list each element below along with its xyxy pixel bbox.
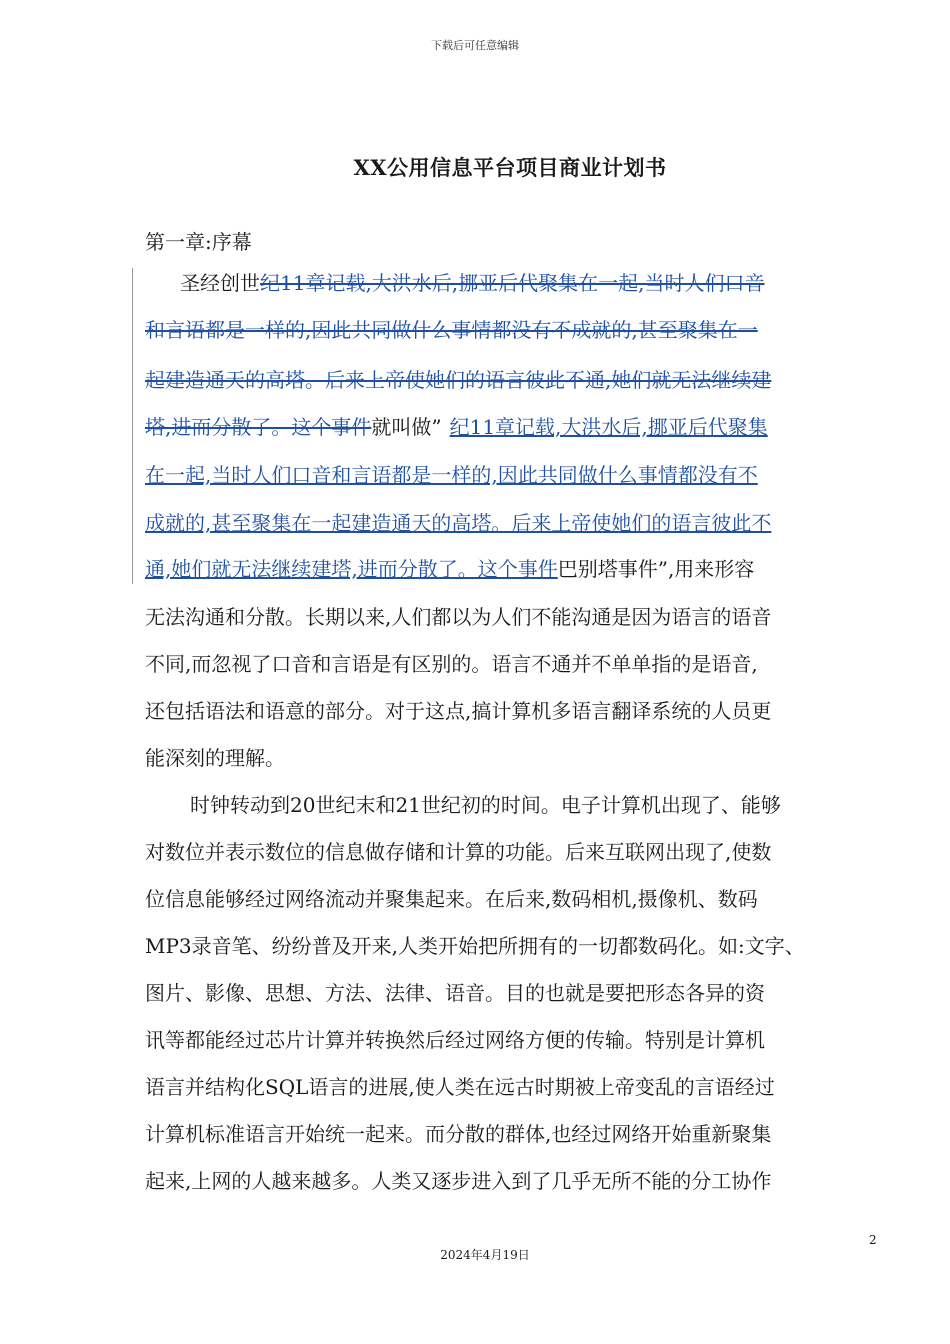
inserted-text: 通,她们就无法继续建塔,进而分散了。这个事件: [145, 557, 558, 581]
text-line: 能深刻的理解。: [145, 746, 285, 770]
text-line: [145, 413, 768, 441]
text-line: 时钟转动到20世纪末和21世纪初的时间。电子计算机出现了、能够: [190, 793, 781, 817]
text-line: 讯等都能经过芯片计算并转换然后经过网络方便的传输。特别是计算机: [145, 1028, 765, 1052]
text-line: [145, 555, 754, 583]
page-footer-date: 2024年4月19日: [440, 1248, 530, 1262]
text-line: [145, 461, 758, 489]
text-run: 就叫做”: [371, 415, 442, 439]
text-line: [180, 269, 765, 297]
text-line: 无法沟通和分散。长期以来,人们都以为人们不能沟通是因为语言的语音: [145, 605, 772, 629]
text-line: [145, 366, 771, 394]
deleted-text: 起建造通天的高塔。后来上帝使她们的语言彼此不通,她们就无法继续建: [145, 368, 772, 392]
page-number: 2: [869, 1233, 877, 1247]
deleted-text: 纪11章记载,大洪水后,挪亚后代聚集在一起,当时人们口音: [260, 271, 765, 295]
text-line: 位信息能够经过网络流动并聚集起来。在后来,数码相机,摄像机、数码: [145, 887, 758, 911]
text-line: 还包括语法和语意的部分。对于这点,搞计算机多语言翻译系统的人员更: [145, 699, 772, 723]
text-line: 计算机标准语言开始统一起来。而分散的群体,也经过网络开始重新聚集: [145, 1122, 772, 1146]
text-line: 不同,而忽视了口音和言语是有区别的。语言不通并不单单指的是语音,: [145, 652, 758, 676]
inserted-text: 在一起,当时人们口音和言语都是一样的,因此共同做什么事情都没有不: [145, 463, 758, 487]
deleted-text: 和言语都是一样的,因此共同做什么事情都没有不成就的,甚至聚集在一: [145, 318, 758, 342]
deleted-text: 塔,进而分散了。这个事件: [145, 415, 372, 439]
text-line: 图片、影像、思想、方法、法律、语音。目的也就是要把形态各异的资: [145, 981, 765, 1005]
text-line: MP3录音笔、纷纷普及开来,人类开始把所拥有的一切都数码化。如:文字、: [145, 934, 805, 958]
text-line: 对数位并表示数位的信息做存储和计算的功能。后来互联网出现了,使数: [145, 840, 772, 864]
revision-change-bar: [132, 268, 133, 584]
page-header: 下载后可任意编辑: [431, 39, 519, 52]
text-run: 圣经创世: [180, 271, 260, 295]
text-line: [145, 316, 758, 344]
text-run: 巴别塔事件”,用来形容: [557, 557, 755, 581]
text-line: [145, 509, 771, 537]
chapter-heading: 第一章:序幕: [145, 230, 252, 254]
inserted-text: 纪11章记载,大洪水后,挪亚后代聚集: [449, 415, 768, 439]
text-line: 语言并结构化SQL语言的进展,使人类在远古时期被上帝变乱的言语经过: [145, 1075, 775, 1099]
document-title: XX公用信息平台项目商业计划书: [353, 155, 667, 180]
text-line: 起来,上网的人越来越多。人类又逐步进入到了几乎无所不能的分工协作: [145, 1169, 772, 1193]
inserted-text: 成就的,甚至聚集在一起建造通天的高塔。后来上帝使她们的语言彼此不: [145, 511, 772, 535]
